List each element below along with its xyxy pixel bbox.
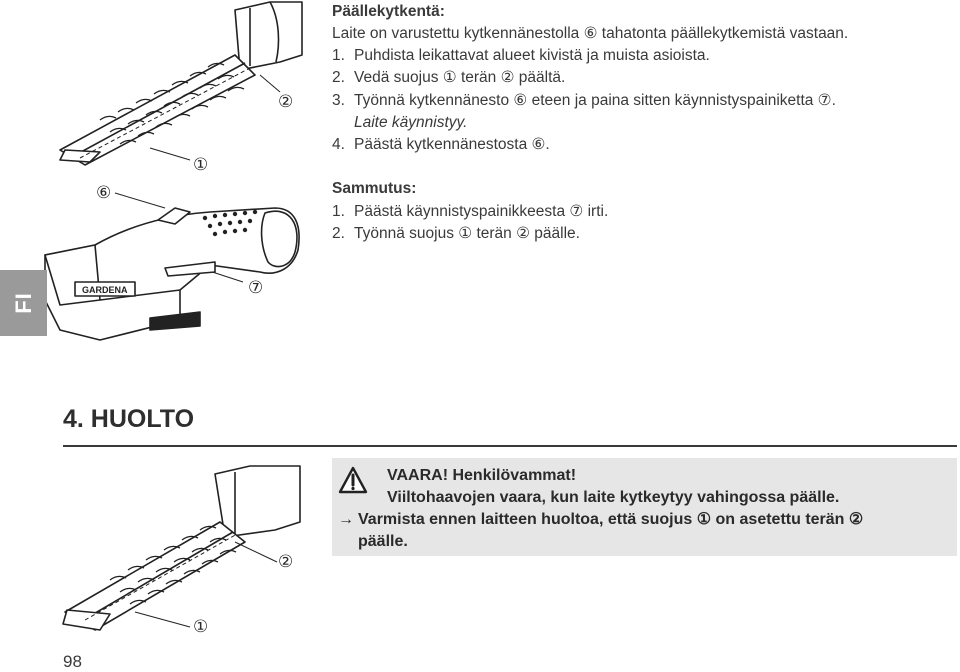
- switch-off-heading: Sammutus:: [332, 180, 417, 197]
- step-text: Päästä kytkennänestosta ⑥.: [354, 136, 550, 153]
- step-text: Työnnä kytkennänesto ⑥ eteen ja paina sitten käynnistyspainiketta ⑦.: [354, 92, 836, 109]
- warning-title: VAARA! Henkilövammat!: [387, 467, 577, 484]
- switch-on-step-3: [332, 89, 836, 112]
- figure-shear-overview: [40, 0, 330, 360]
- switch-on-step-2: [332, 66, 565, 89]
- switch-on-step-1: [332, 44, 710, 67]
- page-number: 98: [63, 652, 82, 671]
- step-number: 3.: [332, 92, 345, 109]
- step-text: Laite käynnistyy.: [354, 114, 468, 131]
- section-divider: [63, 445, 957, 447]
- switch-on-heading: Päällekytkentä:: [332, 3, 445, 20]
- warning-action: [338, 509, 863, 531]
- switch-on-step-3-result: [332, 111, 467, 134]
- language-tab-label: FI: [10, 292, 36, 314]
- callout-2: ②: [278, 92, 294, 111]
- section-title: 4. HUOLTO: [63, 405, 195, 433]
- step-text: Vedä suojus ① terän ② päältä.: [354, 69, 566, 86]
- callout-2: ②: [278, 552, 294, 571]
- warning-triangle-icon: [338, 466, 368, 494]
- device-brand-label: GARDENA: [82, 285, 128, 295]
- step-text: Työnnä suojus ① terän ② päälle.: [354, 225, 580, 242]
- step-number: 4.: [332, 136, 345, 153]
- warning-text: Viiltohaavojen vaara, kun laite kytkeytyy vahingossa päälle.: [387, 489, 840, 506]
- switch-on-intro: Laite on varustettu kytkennänestolla ⑥ tahatonta päällekytkemistä vastaan.: [332, 25, 849, 42]
- switch-off-step-2: [332, 222, 580, 245]
- language-tab: [0, 270, 47, 336]
- arrow-right-icon: →: [338, 511, 354, 528]
- warning-action-line1: Varmista ennen laitteen huoltoa, että suojus ① on asetettu terän ②: [358, 511, 864, 528]
- step-number: 2.: [332, 69, 345, 86]
- callout-1: ①: [193, 617, 209, 636]
- step-number: 1.: [332, 47, 345, 64]
- step-number: 2.: [332, 225, 345, 242]
- callout-7: ⑦: [248, 278, 264, 297]
- callout-6: ⑥: [96, 183, 112, 202]
- figure-blade-guard: [55, 462, 315, 652]
- step-number: 1.: [332, 203, 345, 220]
- warning-action-line2: päälle.: [358, 533, 408, 550]
- step-text: Puhdista leikattavat alueet kivistä ja muista asioista.: [354, 47, 710, 64]
- callout-1: ①: [193, 155, 209, 174]
- warning-box: [332, 458, 957, 556]
- switch-on-step-4: [332, 133, 550, 156]
- step-text: Päästä käynnistyspainikkeesta ⑦ irti.: [354, 203, 609, 220]
- switch-off-step-1: [332, 200, 608, 223]
